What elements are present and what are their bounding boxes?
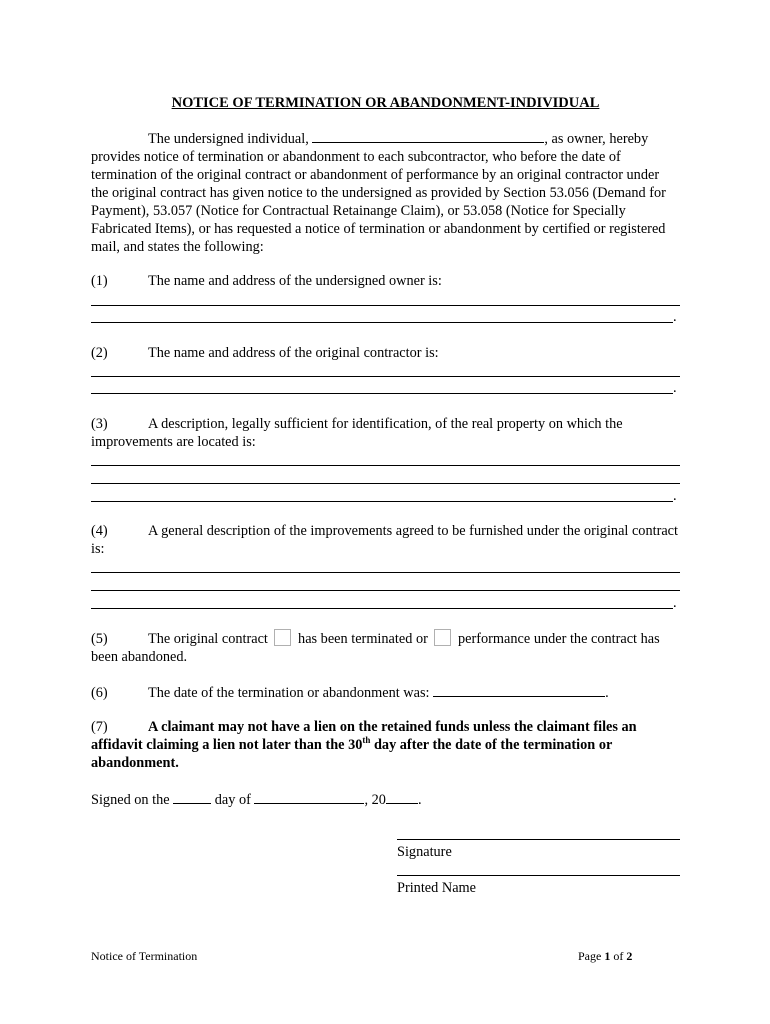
owner-name-blank[interactable]	[312, 129, 544, 143]
signature-label: Signature	[397, 844, 452, 860]
item-1-line-2[interactable]	[91, 322, 673, 323]
page-total: 2	[626, 949, 633, 963]
item-7-text-b: day after the date of the termination or abandonment.	[91, 737, 613, 771]
item-1-period: .	[673, 309, 677, 325]
item-2	[91, 344, 680, 362]
signed-year-blank[interactable]	[386, 790, 418, 804]
item-2-line-1[interactable]	[91, 376, 680, 377]
item-3-period: .	[673, 488, 677, 504]
item-1-text: The name and address of the undersigned owner is:	[148, 273, 442, 289]
item-6	[91, 683, 680, 702]
item-6-text: The date of the termination or abandonment was:	[148, 685, 434, 701]
item-5-number: (5)	[91, 631, 108, 647]
item-4	[91, 522, 680, 558]
signed-text-b: day of	[211, 792, 255, 808]
item-3-line-3[interactable]	[91, 501, 673, 502]
printed-name-line[interactable]	[397, 875, 680, 876]
signed-month-blank[interactable]	[254, 790, 364, 804]
item-5-text-b: has been terminated or	[294, 631, 432, 647]
signed-text-a: Signed on the	[91, 792, 174, 808]
item-6-number: (6)	[91, 685, 108, 701]
item-3	[91, 415, 680, 451]
item-2-period: .	[673, 380, 677, 396]
item-4-text: A general description of the improvements agreed to be furnished under the original contract is:	[91, 523, 678, 557]
item-7	[91, 718, 680, 772]
item-5-text-c: performance under the contract has been abandoned.	[91, 631, 660, 665]
intro-suffix: , as owner, hereby provides notice of termination or abandonment to each subcontractor, who before the date of termination of the original contract or abandonment of performance by an original contractor under the original contract has given notice to the undersigned as provided by Section 53.056 (Demand for Payment), 53.057 (Notice for Contractual Retainange Claim), or 53.058 (Notice for Specially Fabricated Items), or has requested a notice of termination or abandonment by certified or registered mail, and states the following:	[91, 131, 666, 255]
item-7-number: (7)	[91, 719, 108, 735]
signed-text-c: , 20	[364, 792, 386, 808]
intro-prefix: The undersigned individual,	[148, 131, 313, 147]
item-1	[91, 272, 680, 290]
item-1-number: (1)	[91, 273, 108, 289]
terminated-checkbox[interactable]	[274, 629, 291, 646]
page-number	[578, 949, 632, 964]
item-1-line-1[interactable]	[91, 305, 680, 306]
footer-title: Notice of Termination	[91, 949, 198, 963]
item-6-period: .	[605, 685, 609, 701]
item-2-text: The name and address of the original contractor is:	[148, 345, 439, 361]
printed-name-label: Printed Name	[397, 880, 477, 896]
item-3-text: A description, legally sufficient for identification, of the real property on which the improvements are located is:	[91, 416, 623, 450]
item-4-line-3[interactable]	[91, 608, 673, 609]
item-7-text-a: A claimant may not have a lien on the retained funds unless the claimant files an affidavit claiming a lien not later than the 30	[91, 719, 637, 753]
item-4-line-1[interactable]	[91, 572, 680, 573]
termination-date-blank[interactable]	[433, 683, 605, 697]
item-5-text-a: The original contract	[148, 631, 272, 647]
item-4-line-2[interactable]	[91, 590, 680, 591]
document-title: NOTICE OF TERMINATION OR ABANDONMENT-INDIVIDUAL	[171, 95, 600, 111]
item-3-number: (3)	[91, 416, 108, 432]
signature-line[interactable]	[397, 839, 680, 840]
item-2-line-2[interactable]	[91, 393, 673, 394]
signed-day-blank[interactable]	[173, 790, 211, 804]
page-prefix: Page	[578, 949, 605, 963]
intro-paragraph	[91, 129, 680, 256]
item-5	[91, 629, 680, 666]
item-7-superscript: th	[362, 735, 371, 745]
item-2-number: (2)	[91, 345, 108, 361]
signed-text-d: .	[417, 792, 422, 808]
abandoned-checkbox[interactable]	[434, 629, 451, 646]
item-4-period: .	[673, 595, 677, 611]
item-3-line-1[interactable]	[91, 465, 680, 466]
item-4-number: (4)	[91, 523, 108, 539]
page-current: 1	[604, 949, 611, 963]
page-mid: of	[610, 949, 627, 963]
item-3-line-2[interactable]	[91, 483, 680, 484]
signed-on-line	[91, 790, 680, 809]
